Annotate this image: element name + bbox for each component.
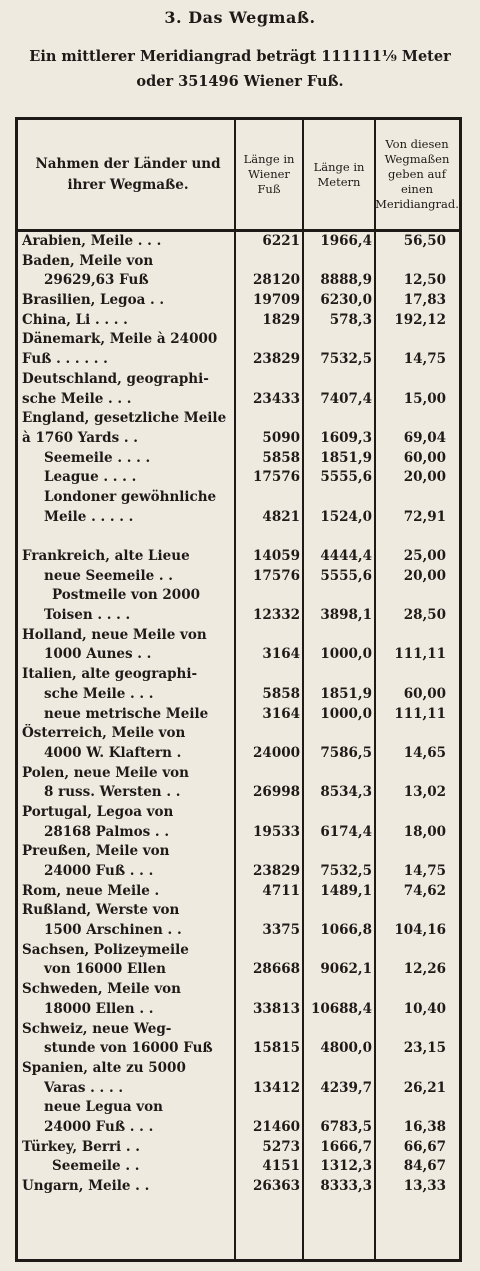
row-meters-cell: 10688,4: [310, 1000, 372, 1017]
table-row: [18, 330, 459, 350]
row-name-cell: à 1760 Yards . .: [22, 429, 139, 446]
table-row: [18, 271, 459, 291]
row-name-cell: 1000 Aunes . .: [44, 646, 152, 663]
row-meters-cell: 5555,6: [320, 567, 372, 584]
row-name-cell: Rom, neue Meile .: [22, 882, 160, 899]
row-meters-cell: 5555,6: [320, 469, 372, 486]
row-degree-cell: [378, 941, 446, 961]
row-degree-cell: 28,50: [403, 607, 446, 624]
table-row: [18, 449, 459, 469]
row-meters-cell: 1524,0: [320, 508, 372, 525]
row-meters-cell: 1851,9: [320, 685, 372, 702]
row-meters-cell: 7586,5: [320, 744, 372, 761]
table-row: [18, 1079, 459, 1099]
row-meters-cell: [306, 527, 372, 547]
table-row: [18, 862, 459, 882]
row-meters-cell: 4800,0: [320, 1040, 372, 1057]
row-feet-cell: [236, 330, 300, 350]
row-degree-cell: [378, 488, 446, 508]
row-degree-cell: [378, 665, 446, 685]
row-degree-cell: 56,50: [403, 233, 446, 249]
row-name-cell: Baden, Meile von: [22, 252, 154, 269]
row-name-cell: neue Seemeile . .: [44, 567, 173, 584]
row-degree-cell: 60,00: [403, 685, 446, 702]
table-row: [18, 665, 459, 685]
table-row: [18, 232, 459, 252]
row-meters-cell: [306, 1020, 372, 1040]
row-feet-cell: 17576: [253, 469, 300, 486]
row-degree-cell: [378, 586, 446, 606]
table-row: [18, 921, 459, 941]
table-row: [18, 409, 459, 429]
table-row: [18, 1118, 459, 1138]
row-name-cell: Frankreich, alte Lieue: [22, 548, 190, 564]
row-meters-cell: 1966,4: [320, 233, 372, 249]
row-name-cell: Meile . . . . .: [44, 508, 134, 525]
row-feet-cell: [236, 626, 300, 646]
row-feet-cell: 5090: [262, 429, 300, 446]
row-meters-cell: [306, 980, 372, 1000]
row-degree-cell: [378, 980, 446, 1000]
row-meters-cell: 7532,5: [320, 351, 372, 368]
row-meters-cell: [306, 488, 372, 508]
row-degree-cell: [378, 1059, 446, 1079]
row-name-cell: Holland, neue Meile von: [22, 626, 207, 643]
row-degree-cell: [378, 409, 446, 429]
row-degree-cell: 26,21: [403, 1079, 446, 1096]
row-degree-cell: [378, 330, 446, 350]
row-feet-cell: [236, 527, 300, 547]
row-meters-cell: [306, 901, 372, 921]
row-feet-cell: [236, 665, 300, 685]
row-degree-cell: 23,15: [403, 1040, 446, 1057]
row-name-cell: Schweiz, neue Weg-: [22, 1020, 172, 1037]
table-row: [18, 783, 459, 803]
table-row: [18, 488, 459, 508]
table-row: [18, 626, 459, 646]
table-row: [18, 823, 459, 843]
row-meters-cell: [306, 252, 372, 272]
row-feet-cell: [236, 901, 300, 921]
row-degree-cell: 14,65: [403, 744, 446, 761]
row-name-cell: Italien, alte geographi-: [22, 666, 198, 683]
row-degree-cell: 13,33: [403, 1178, 446, 1194]
row-meters-cell: 1000,0: [320, 646, 372, 663]
row-name-cell: 28168 Palmos . .: [44, 823, 170, 840]
row-name-cell: Londoner gewöhnliche: [44, 488, 217, 505]
row-degree-cell: 10,40: [403, 1000, 446, 1017]
row-name-cell: Fuß . . . . . .: [22, 351, 108, 368]
row-name-cell: sche Meile . . .: [44, 685, 154, 702]
row-meters-cell: [306, 803, 372, 823]
table-row: [18, 468, 459, 488]
row-degree-cell: 60,00: [403, 449, 446, 466]
row-meters-cell: [306, 764, 372, 784]
row-degree-cell: 20,00: [403, 567, 446, 584]
row-feet-cell: 28668: [253, 961, 300, 978]
row-degree-cell: 66,67: [403, 1138, 446, 1155]
table-row: [18, 941, 459, 961]
row-degree-cell: 18,00: [403, 823, 446, 840]
table-row: [18, 311, 459, 331]
row-name-cell: Österreich, Meile von: [22, 725, 186, 742]
row-meters-cell: [306, 941, 372, 961]
row-feet-cell: 4821: [262, 508, 300, 525]
row-name-cell: Postmeile von 2000: [52, 587, 200, 604]
row-feet-cell: [236, 586, 300, 606]
row-name-cell: neue metrische Meile: [44, 705, 209, 722]
header-length-feet: Länge in Wiener Fuß: [243, 152, 295, 196]
table-row: [18, 429, 459, 449]
row-degree-cell: 14,75: [403, 863, 446, 879]
row-name-cell: Toisen . . . .: [44, 607, 131, 624]
row-degree-cell: 12,26: [403, 961, 446, 978]
row-feet-cell: 1829: [262, 311, 300, 328]
row-name-cell: Seemeile . .: [52, 1158, 140, 1175]
row-feet-cell: 23829: [253, 863, 300, 879]
row-degree-cell: [378, 803, 446, 823]
row-name-cell: 1500 Arschinen . .: [44, 922, 182, 939]
row-degree-cell: 12,50: [403, 272, 446, 289]
row-name-cell: Seemeile . . . .: [44, 449, 151, 466]
table-row: [18, 882, 459, 902]
table-row: [18, 980, 459, 1000]
row-name-cell: 29629,63 Fuß: [44, 272, 149, 289]
row-feet-cell: [236, 488, 300, 508]
table-header: [18, 120, 459, 232]
table-row: [18, 1039, 459, 1059]
row-meters-cell: [306, 842, 372, 862]
row-meters-cell: 578,3: [329, 311, 372, 328]
row-feet-cell: [236, 803, 300, 823]
table-row: [18, 685, 459, 705]
table-row: [18, 508, 459, 528]
row-feet-cell: 17576: [253, 567, 300, 584]
row-meters-cell: 4444,4: [320, 548, 372, 564]
row-feet-cell: 5273: [262, 1138, 300, 1155]
row-feet-cell: 26363: [253, 1178, 300, 1194]
row-degree-cell: 69,04: [403, 429, 446, 446]
row-name-cell: Sachsen, Polizeymeile: [22, 941, 189, 958]
table-row: [18, 586, 459, 606]
row-name-cell: China, Li . . . .: [22, 311, 128, 328]
row-feet-cell: [236, 941, 300, 961]
row-feet-cell: 5858: [262, 449, 300, 466]
table-row: [18, 764, 459, 784]
row-name-cell: Preußen, Meile von: [22, 843, 170, 860]
row-meters-cell: 1489,1: [320, 882, 372, 899]
row-name-cell: Türkey, Berri . .: [22, 1138, 140, 1155]
subtitle: [6, 44, 474, 94]
row-feet-cell: 3164: [262, 646, 300, 663]
row-name-cell: Dänemark, Meile à 24000: [22, 331, 218, 348]
row-meters-cell: 6230,0: [320, 292, 372, 309]
subtitle-line-2: oder 351496 Wiener Fuß.: [136, 73, 344, 90]
table-row: [18, 705, 459, 725]
row-degree-cell: 25,00: [403, 548, 446, 564]
row-feet-cell: 19709: [253, 292, 300, 309]
row-name-cell: Varas . . . .: [44, 1079, 124, 1096]
row-degree-cell: 14,75: [403, 351, 446, 368]
row-feet-cell: 4711: [262, 882, 300, 899]
row-name-cell: sche Meile . . .: [22, 390, 132, 407]
row-degree-cell: 104,16: [394, 922, 446, 939]
row-meters-cell: 8333,3: [320, 1178, 372, 1194]
row-degree-cell: 111,11: [394, 705, 446, 722]
table-row: [18, 1000, 459, 1020]
header-per-degree: Von diesen Wegmaßen geben auf einen Meridiangrad.: [375, 137, 459, 211]
row-meters-cell: 1312,3: [320, 1158, 372, 1175]
table-row: [18, 901, 459, 921]
table-row: [18, 1020, 459, 1040]
subtitle-line-1: Ein mittlerer Meridiangrad beträgt 111111⅑ Meter: [29, 48, 451, 65]
row-degree-cell: [378, 1098, 446, 1118]
row-meters-cell: 8534,3: [320, 784, 372, 801]
row-feet-cell: 19533: [253, 823, 300, 840]
row-degree-cell: 74,62: [403, 882, 446, 899]
row-feet-cell: 3164: [262, 705, 300, 722]
row-name-cell: Schweden, Meile von: [22, 981, 181, 998]
row-name-cell: Ungarn, Meile . .: [22, 1178, 150, 1194]
row-meters-cell: 1000,0: [320, 705, 372, 722]
row-feet-cell: 4151: [262, 1158, 300, 1175]
row-name-cell: 8 russ. Wersten . .: [44, 784, 181, 801]
table-row: [18, 1157, 459, 1177]
row-degree-cell: 13,02: [403, 784, 446, 801]
row-meters-cell: 4239,7: [320, 1079, 372, 1096]
row-degree-cell: [378, 724, 446, 744]
row-meters-cell: [306, 724, 372, 744]
row-name-cell: Rußland, Werste von: [22, 902, 180, 919]
row-feet-cell: [236, 409, 300, 429]
row-feet-cell: 24000: [253, 744, 300, 761]
header-length-meters: Länge in Metern: [313, 159, 365, 189]
row-feet-cell: [236, 842, 300, 862]
measures-table: [15, 117, 462, 1262]
row-feet-cell: [236, 980, 300, 1000]
row-meters-cell: 8888,9: [320, 272, 372, 289]
row-meters-cell: [306, 409, 372, 429]
table-row: [18, 1059, 459, 1079]
row-meters-cell: [306, 626, 372, 646]
row-meters-cell: 1851,9: [320, 449, 372, 466]
row-name-cell: Deutschland, geographi-: [22, 370, 209, 387]
row-feet-cell: 33813: [253, 1000, 300, 1017]
row-feet-cell: 12332: [253, 607, 300, 624]
row-feet-cell: [236, 370, 300, 390]
table-row: [18, 960, 459, 980]
row-name-cell: von 16000 Ellen: [44, 961, 166, 978]
table-row: [18, 1177, 459, 1197]
row-meters-cell: 1066,8: [320, 922, 372, 939]
row-feet-cell: [236, 1059, 300, 1079]
row-feet-cell: 13412: [253, 1079, 300, 1096]
row-name-cell: England, gesetzliche Meile: [22, 410, 227, 427]
row-meters-cell: 9062,1: [320, 961, 372, 978]
row-degree-cell: [378, 370, 446, 390]
table-row: [18, 744, 459, 764]
row-degree-cell: 16,38: [403, 1118, 446, 1135]
row-meters-cell: 7532,5: [320, 863, 372, 879]
table-row: [18, 390, 459, 410]
row-feet-cell: 28120: [253, 272, 300, 289]
row-meters-cell: 1609,3: [320, 429, 372, 446]
section-title: 3. Das Wegmaß.: [164, 8, 316, 27]
row-name-cell: Brasilien, Legoa . .: [22, 292, 165, 309]
row-degree-cell: 111,11: [394, 646, 446, 663]
row-feet-cell: [236, 1098, 300, 1118]
row-degree-cell: [378, 527, 446, 547]
row-feet-cell: 5858: [262, 685, 300, 702]
row-degree-cell: [378, 626, 446, 646]
row-meters-cell: [306, 665, 372, 685]
row-feet-cell: 3375: [262, 922, 300, 939]
table-row: [18, 527, 459, 547]
row-degree-cell: [378, 252, 446, 272]
row-meters-cell: 3898,1: [320, 607, 372, 624]
table-row: [18, 370, 459, 390]
row-feet-cell: [236, 724, 300, 744]
table-row: [18, 547, 459, 567]
row-degree-cell: 17,83: [403, 292, 446, 309]
table-row: [18, 1098, 459, 1118]
row-feet-cell: 14059: [253, 548, 300, 564]
table-row: [18, 724, 459, 744]
row-degree-cell: 72,91: [403, 508, 446, 525]
row-meters-cell: 1666,7: [320, 1138, 372, 1155]
row-feet-cell: 15815: [253, 1040, 300, 1057]
row-meters-cell: 7407,4: [320, 390, 372, 407]
row-name-cell: 4000 W. Klaftern .: [44, 744, 182, 761]
row-feet-cell: 21460: [253, 1118, 300, 1135]
row-feet-cell: 23829: [253, 351, 300, 368]
row-name-cell: Polen, neue Meile von: [22, 764, 189, 781]
row-name-cell: 24000 Fuß . . .: [44, 1118, 154, 1135]
row-feet-cell: 6221: [262, 233, 300, 249]
row-degree-cell: [378, 901, 446, 921]
row-meters-cell: [306, 370, 372, 390]
row-name-cell: Spanien, alte zu 5000: [22, 1059, 186, 1076]
table-row: [18, 645, 459, 665]
row-degree-cell: 20,00: [403, 469, 446, 486]
row-degree-cell: 15,00: [403, 390, 446, 407]
row-degree-cell: [378, 764, 446, 784]
table-row: [18, 1138, 459, 1158]
row-degree-cell: 192,12: [394, 311, 446, 328]
row-meters-cell: 6174,4: [320, 823, 372, 840]
row-meters-cell: [306, 1098, 372, 1118]
header-country-measure: Nahmen der Länder und ihrer Wegmaße.: [35, 155, 221, 193]
table-row: [18, 803, 459, 823]
row-meters-cell: [306, 330, 372, 350]
table-row: [18, 350, 459, 370]
row-degree-cell: 84,67: [403, 1158, 446, 1175]
table-row: [18, 606, 459, 626]
row-feet-cell: 26998: [253, 784, 300, 801]
row-name-cell: League . . . .: [44, 469, 137, 486]
row-name-cell: 24000 Fuß . . .: [44, 863, 154, 879]
row-degree-cell: [378, 842, 446, 862]
row-name-cell: neue Legua von: [44, 1099, 163, 1116]
row-feet-cell: [236, 764, 300, 784]
row-feet-cell: [236, 1020, 300, 1040]
row-name-cell: Portugal, Legoa von: [22, 803, 174, 820]
table-row: [18, 567, 459, 587]
table-row: [18, 252, 459, 272]
table-body: [18, 232, 459, 1197]
table-row: [18, 842, 459, 862]
row-meters-cell: [306, 586, 372, 606]
row-name-cell: stunde von 16000 Fuß: [44, 1040, 213, 1057]
row-feet-cell: [236, 252, 300, 272]
row-feet-cell: 23433: [253, 390, 300, 407]
row-name-cell: 18000 Ellen . .: [44, 1000, 154, 1017]
row-meters-cell: [306, 1059, 372, 1079]
row-degree-cell: [378, 1020, 446, 1040]
row-name-cell: Arabien, Meile . . .: [22, 233, 162, 249]
table-row: [18, 291, 459, 311]
row-name-cell: [22, 527, 232, 547]
row-meters-cell: 6783,5: [320, 1118, 372, 1135]
